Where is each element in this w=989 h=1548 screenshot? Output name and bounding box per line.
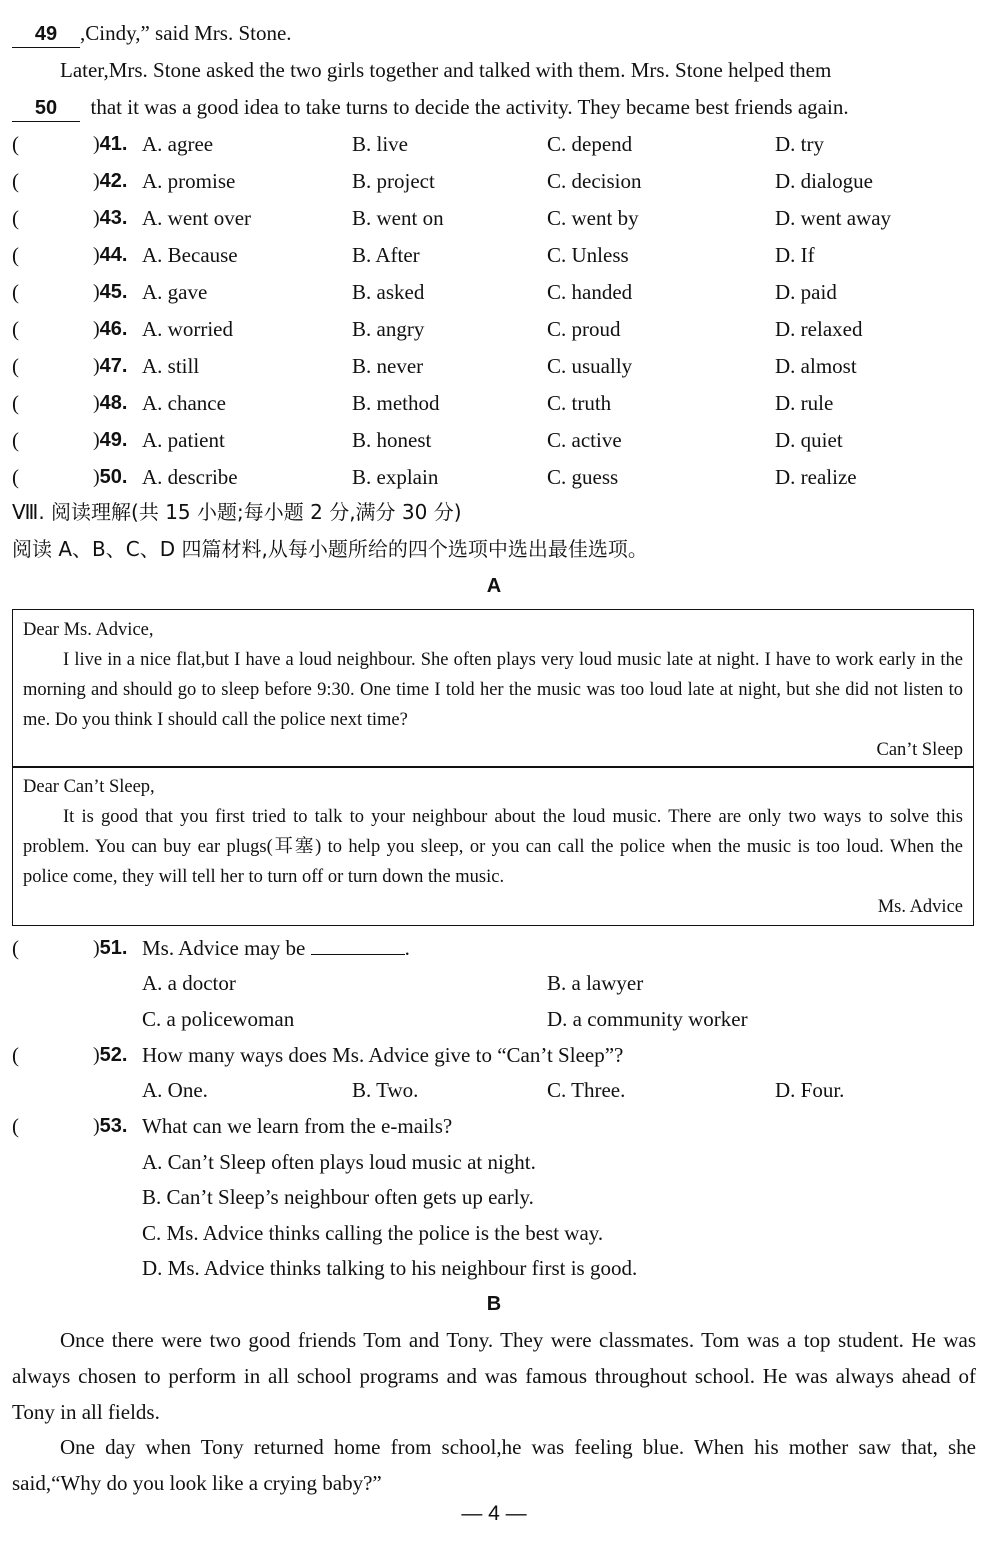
- answer-paren[interactable]: (: [12, 428, 19, 452]
- q51-option-a[interactable]: A. a doctor: [142, 971, 236, 995]
- question-number: )47.: [93, 355, 128, 377]
- option-c[interactable]: C. depend: [547, 132, 633, 156]
- answer-paren[interactable]: (: [12, 132, 19, 156]
- passage-a-label: A: [486, 575, 502, 597]
- cloze-question-row: [12, 388, 976, 418]
- later-line: Later,Mrs. Stone asked the two girls together and talked with them. Mrs. Stone helped them: [60, 58, 832, 82]
- cloze-question-row: [12, 314, 976, 344]
- question-53: ( )53. What can we learn from the e-mails?: [12, 1111, 976, 1141]
- option-b[interactable]: B. project: [352, 169, 435, 193]
- cloze-question-row: [12, 462, 976, 492]
- option-a[interactable]: A. went over: [142, 206, 252, 230]
- letter1-signature: Can’t Sleep: [876, 740, 963, 760]
- option-a[interactable]: A. worried: [142, 317, 233, 341]
- blank-50: 50: [12, 95, 80, 122]
- option-b[interactable]: B. honest: [352, 428, 432, 452]
- q51-stem: Ms. Advice may be: [142, 936, 306, 960]
- answer-paren[interactable]: (: [12, 391, 19, 415]
- option-c[interactable]: C. active: [547, 428, 622, 452]
- letter2-body: It is good that you first tried to talk to your neighbour about the loud music. There are only two ways to solve this problem. You can buy ear plugs(耳塞) to help you sleep, or you can call the police when the music is too loud. When the police come, they will tell her to turn off or turn down the music.: [23, 807, 963, 887]
- option-b[interactable]: B. asked: [352, 280, 425, 304]
- answer-paren[interactable]: (: [12, 280, 19, 304]
- option-b[interactable]: B. After: [352, 243, 420, 267]
- option-d[interactable]: D. dialogue: [775, 169, 873, 193]
- answer-paren[interactable]: (: [12, 169, 19, 193]
- option-d[interactable]: D. quiet: [775, 428, 843, 452]
- letter2-greeting: Dear Can’t Sleep,: [23, 777, 155, 797]
- q51-options-row1: [12, 968, 976, 998]
- option-b[interactable]: B. explain: [352, 465, 439, 489]
- option-c[interactable]: C. went by: [547, 206, 639, 230]
- page-number: — 4 —: [461, 1502, 527, 1525]
- option-d[interactable]: D. rule: [775, 391, 834, 415]
- question-number: )48.: [93, 392, 128, 414]
- q52-option-d[interactable]: D. Four.: [775, 1078, 845, 1102]
- answer-paren[interactable]: (: [12, 243, 19, 267]
- q53-option-c[interactable]: C. Ms. Advice thinks calling the police is the best way.: [142, 1221, 604, 1245]
- option-c[interactable]: C. decision: [547, 169, 642, 193]
- q53-option-a[interactable]: A. Can’t Sleep often plays loud music at night.: [142, 1150, 536, 1174]
- option-c[interactable]: C. guess: [547, 465, 619, 489]
- option-b[interactable]: B. angry: [352, 317, 425, 341]
- option-a[interactable]: A. patient: [142, 428, 225, 452]
- section-heading: Ⅷ. 阅读理解(共 15 小题;每小题 2 分,满分 30 分): [12, 500, 462, 524]
- option-d[interactable]: D. almost: [775, 354, 857, 378]
- question-number: )44.: [93, 244, 128, 266]
- question-number: )42.: [93, 170, 128, 192]
- question-number: )49.: [93, 429, 128, 451]
- q52-option-a[interactable]: A. One.: [142, 1078, 208, 1102]
- q53-option-b[interactable]: B. Can’t Sleep’s neighbour often gets up early.: [142, 1185, 534, 1209]
- q52-options: [12, 1075, 976, 1105]
- question-number: )50.: [93, 466, 128, 488]
- letter-divider: [12, 766, 974, 768]
- answer-paren-open: (: [12, 936, 19, 960]
- option-a[interactable]: A. still: [142, 354, 200, 378]
- option-b[interactable]: B. method: [352, 391, 440, 415]
- option-d[interactable]: D. realize: [775, 465, 857, 489]
- question-number: )46.: [93, 318, 128, 340]
- answer-paren[interactable]: (: [12, 317, 19, 341]
- blank-49: 49: [12, 21, 80, 48]
- option-d[interactable]: D. went away: [775, 206, 892, 230]
- option-a[interactable]: A. Because: [142, 243, 238, 267]
- option-d[interactable]: D. try: [775, 132, 824, 156]
- q53-stem: What can we learn from the e-mails?: [142, 1114, 453, 1138]
- q51-option-b[interactable]: B. a lawyer: [547, 971, 644, 995]
- cloze-question-row: [12, 166, 976, 196]
- option-d[interactable]: D. If: [775, 243, 815, 267]
- cloze-question-row: [12, 277, 976, 307]
- answer-paren[interactable]: (: [12, 354, 19, 378]
- line-50-text: that it was a good idea to take turns to decide the activity. They became best friends again.: [90, 95, 849, 119]
- question-number: )41.: [93, 133, 128, 155]
- question-number: )43.: [93, 207, 128, 229]
- q51-options-row2: [12, 1004, 976, 1034]
- q53-option-d[interactable]: D. Ms. Advice thinks talking to his neighbour first is good.: [142, 1256, 638, 1280]
- q51-answer-blank[interactable]: [311, 936, 405, 955]
- line-50: [12, 92, 849, 122]
- line-49: [12, 18, 292, 48]
- option-a[interactable]: A. gave: [142, 280, 208, 304]
- option-a[interactable]: A. agree: [142, 132, 214, 156]
- question-52: ( )52. How many ways does Ms. Advice give to “Can’t Sleep”?: [12, 1040, 976, 1070]
- cloze-question-row: [12, 203, 976, 233]
- passage-b-label: B: [486, 1293, 502, 1315]
- line-49-text: ,Cindy,” said Mrs. Stone.: [80, 21, 292, 45]
- cloze-question-row: [12, 425, 976, 455]
- question-number: )45.: [93, 281, 128, 303]
- cloze-question-row: [12, 351, 976, 381]
- passage-b-p1: Once there were two good friends Tom and Tony. They were classmates. Tom was a top student. He was always chosen to perform in all school programs and was famous throughout school. He was always ahead of Tony in all fields.: [12, 1328, 976, 1424]
- answer-paren[interactable]: (: [12, 206, 19, 230]
- option-b[interactable]: B. never: [352, 354, 424, 378]
- cloze-question-row: [12, 129, 976, 159]
- answer-paren[interactable]: (: [12, 465, 19, 489]
- option-c[interactable]: C. handed: [547, 280, 633, 304]
- q51-option-c[interactable]: C. a policewoman: [142, 1007, 295, 1031]
- q52-option-c[interactable]: C. Three.: [547, 1078, 626, 1102]
- option-c[interactable]: C. usually: [547, 354, 633, 378]
- letter1-greeting: Dear Ms. Advice,: [23, 620, 154, 640]
- option-a[interactable]: A. chance: [142, 391, 226, 415]
- q52-option-b[interactable]: B. Two.: [352, 1078, 419, 1102]
- option-a[interactable]: A. describe: [142, 465, 238, 489]
- option-c[interactable]: C. Unless: [547, 243, 629, 267]
- option-c[interactable]: C. proud: [547, 317, 621, 341]
- option-b[interactable]: B. went on: [352, 206, 444, 230]
- option-c[interactable]: C. truth: [547, 391, 612, 415]
- cloze-question-row: [12, 240, 976, 270]
- letter1-body: I live in a nice flat,but I have a loud neighbour. She often plays very loud music late at night. I have to work early in the morning and should go to sleep before 9:30. One time I told her the music was too loud late at night, but she did not listen to me. Do you think I should call the police next time?: [23, 650, 963, 730]
- option-a[interactable]: A. promise: [142, 169, 236, 193]
- option-d[interactable]: D. relaxed: [775, 317, 863, 341]
- question-51: ( )51. Ms. Advice may be .: [12, 933, 976, 963]
- q52-stem: How many ways does Ms. Advice give to “Can’t Sleep”?: [142, 1043, 624, 1067]
- option-b[interactable]: B. live: [352, 132, 408, 156]
- option-d[interactable]: D. paid: [775, 280, 837, 304]
- q51-option-d[interactable]: D. a community worker: [547, 1007, 748, 1031]
- passage-b-p2: One day when Tony returned home from school,he was feeling blue. When his mother saw that, she said,“Why do you look like a crying baby?”: [12, 1435, 976, 1495]
- section-instruction: 阅读 A、B、C、D 四篇材料,从每小题所给的四个选项中选出最佳选项。: [12, 537, 648, 561]
- letters-box: [12, 609, 974, 926]
- letter2-signature: Ms. Advice: [877, 897, 963, 917]
